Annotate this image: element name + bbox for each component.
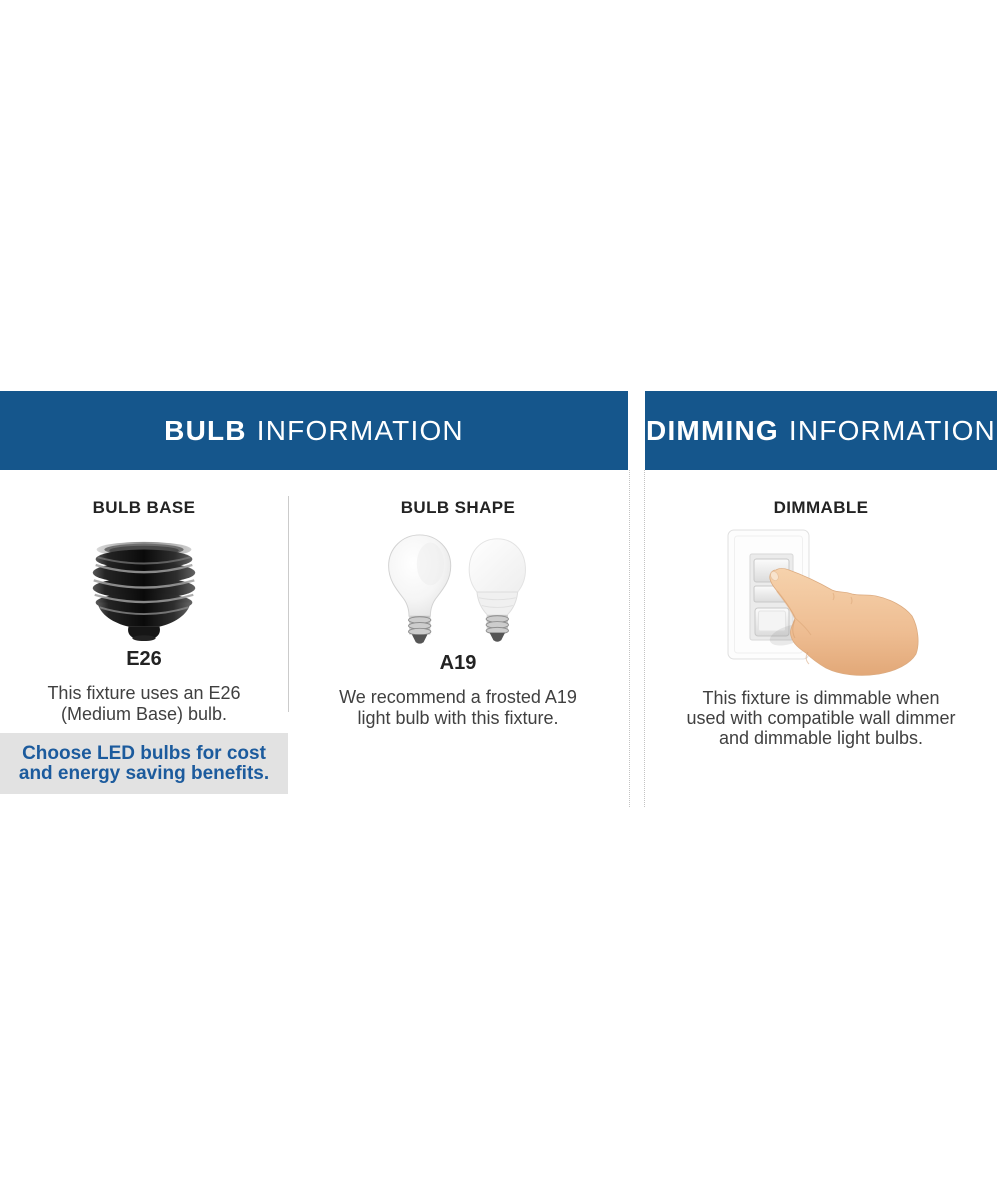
bulb-shape-description: [288, 687, 628, 729]
led-tip-box: [0, 733, 288, 794]
bulb-base-value: E26: [126, 648, 162, 670]
dimmable-section: [645, 495, 997, 748]
description-line: We recommend a frosted A19: [339, 687, 577, 707]
bulb-shape-section: [288, 495, 628, 729]
bulb-base-section: [0, 495, 288, 725]
description-line: (Medium Base) bulb.: [60, 704, 228, 724]
panel-divider-dotted-line: [629, 470, 630, 807]
bulb-shape-heading: BULB SHAPE: [400, 498, 516, 517]
header-emphasis-text: DIMMING: [646, 414, 779, 446]
description-line: This fixture uses an E26: [47, 683, 241, 703]
header-emphasis-text: BULB: [164, 414, 247, 446]
a19-bulbs-image: [376, 533, 541, 649]
dimming-information-header: [645, 391, 997, 470]
dimmer-switch-hand-image: [713, 525, 929, 681]
description-line: and dimmable light bulbs.: [718, 728, 924, 748]
tip-line: and energy saving benefits.: [18, 762, 270, 784]
dimmable-description: [645, 688, 997, 748]
e26-base-image: [86, 538, 202, 642]
dimmable-heading: DIMMABLE: [773, 498, 869, 517]
tip-line: Choose LED bulbs for cost: [22, 742, 266, 764]
header-rest-text: INFORMATION: [256, 414, 464, 446]
description-line: This fixture is dimmable when: [702, 688, 940, 708]
bulb-base-heading: BULB BASE: [92, 498, 196, 517]
bulb-shape-value: A19: [439, 652, 477, 674]
header-rest-text: INFORMATION: [788, 414, 996, 446]
bulb-information-header: [0, 391, 628, 470]
bulb-base-description: [0, 683, 288, 725]
description-line: used with compatible wall dimmer: [686, 708, 956, 728]
description-line: light bulb with this fixture.: [357, 708, 559, 728]
